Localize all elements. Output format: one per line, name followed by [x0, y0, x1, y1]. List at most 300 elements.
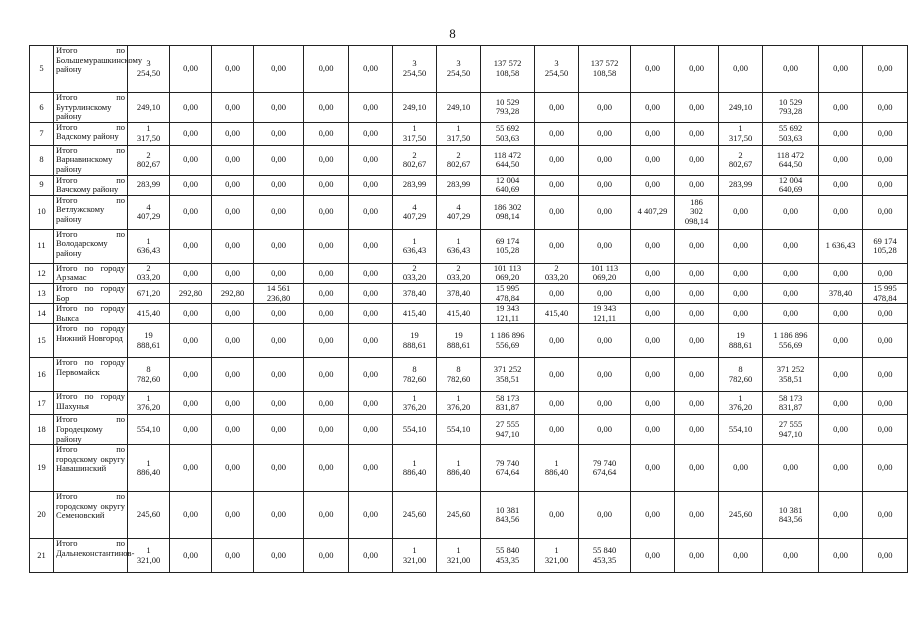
table-cell: 0,00	[631, 263, 675, 283]
table-cell: 0,00	[535, 358, 579, 392]
table-cell: 1 376,20	[393, 392, 437, 415]
table-cell: 0,00	[170, 145, 212, 175]
table-cell: 0,00	[212, 415, 254, 445]
table-cell: 101 113 069,20	[579, 263, 631, 283]
table-cell: 0,00	[863, 145, 908, 175]
table-cell: 1 186 896 556,69	[481, 324, 535, 358]
row-label: Итого по Володарскому району	[54, 229, 128, 263]
table-cell: 0,00	[535, 229, 579, 263]
table-cell: 0,00	[819, 492, 863, 539]
row-label: Итого по городу Арзамас	[54, 263, 128, 283]
row-number: 16	[30, 358, 54, 392]
table-cell: 1 886,40	[128, 445, 170, 492]
table-cell: 0,00	[535, 324, 579, 358]
table-cell: 1 317,50	[437, 122, 481, 145]
table-cell: 0,00	[579, 415, 631, 445]
table-cell: 0,00	[170, 195, 212, 229]
table-cell: 0,00	[170, 358, 212, 392]
row-number: 19	[30, 445, 54, 492]
table-cell: 0,00	[212, 122, 254, 145]
table-cell: 0,00	[631, 283, 675, 303]
table-cell: 0,00	[863, 415, 908, 445]
table-cell: 292,80	[170, 283, 212, 303]
table-cell: 2 033,20	[393, 263, 437, 283]
table-cell: 0,00	[675, 145, 719, 175]
row-label: Итого по городу Выкса	[54, 304, 128, 324]
table-cell: 0,00	[863, 358, 908, 392]
table-cell: 0,00	[304, 324, 349, 358]
row-label: Итого по Варнавинскому району	[54, 145, 128, 175]
table-cell: 249,10	[393, 93, 437, 123]
table-cell: 12 004 640,69	[481, 175, 535, 195]
table-cell: 19 343 121,11	[579, 304, 631, 324]
table-row	[30, 415, 908, 445]
table-cell: 1 376,20	[437, 392, 481, 415]
table-cell: 19 888,61	[128, 324, 170, 358]
table-cell: 0,00	[212, 229, 254, 263]
table-cell: 0,00	[819, 324, 863, 358]
table-row	[30, 46, 908, 93]
table-cell: 0,00	[675, 492, 719, 539]
table-cell: 0,00	[579, 229, 631, 263]
table-cell: 1 376,20	[719, 392, 763, 415]
table-cell: 101 113 069,20	[481, 263, 535, 283]
table-cell: 0,00	[304, 195, 349, 229]
table-cell: 118 472 644,50	[763, 145, 819, 175]
table-cell: 0,00	[631, 122, 675, 145]
table-cell: 1 886,40	[437, 445, 481, 492]
table-row	[30, 283, 908, 303]
table-cell: 245,60	[128, 492, 170, 539]
row-label: Итого по Ветлужскому району	[54, 195, 128, 229]
table-cell: 0,00	[535, 93, 579, 123]
table-cell: 0,00	[819, 195, 863, 229]
table-cell: 19 343 121,11	[481, 304, 535, 324]
table-cell: 0,00	[304, 229, 349, 263]
table-row	[30, 392, 908, 415]
table-cell: 0,00	[579, 283, 631, 303]
table-cell: 0,00	[631, 93, 675, 123]
table-cell: 0,00	[254, 539, 304, 573]
table-cell: 0,00	[579, 122, 631, 145]
row-number: 20	[30, 492, 54, 539]
table-cell: 0,00	[349, 122, 393, 145]
table-row	[30, 229, 908, 263]
table-cell: 245,60	[437, 492, 481, 539]
table-row	[30, 175, 908, 195]
table-cell: 0,00	[675, 46, 719, 93]
table-cell: 0,00	[863, 445, 908, 492]
table-cell: 0,00	[819, 175, 863, 195]
table-cell: 415,40	[393, 304, 437, 324]
table-cell: 0,00	[579, 93, 631, 123]
table-cell: 0,00	[535, 392, 579, 415]
table-cell: 0,00	[304, 145, 349, 175]
table-cell: 10 529 793,28	[481, 93, 535, 123]
table-cell: 0,00	[170, 445, 212, 492]
table-cell: 79 740 674,64	[579, 445, 631, 492]
table-cell: 0,00	[254, 263, 304, 283]
row-label: Итого по городу Нижний Новгород	[54, 324, 128, 358]
table-cell: 0,00	[254, 358, 304, 392]
row-label: Итого по Городецкому району	[54, 415, 128, 445]
table-cell: 8 782,60	[719, 358, 763, 392]
table-cell: 0,00	[535, 492, 579, 539]
table-cell: 0,00	[170, 392, 212, 415]
table-cell: 58 173 831,87	[481, 392, 535, 415]
table-cell: 2 802,67	[437, 145, 481, 175]
table-cell: 14 561 236,80	[254, 283, 304, 303]
table-cell: 0,00	[349, 46, 393, 93]
table-cell: 0,00	[304, 122, 349, 145]
table-cell: 0,00	[304, 358, 349, 392]
table-cell: 0,00	[212, 263, 254, 283]
table-cell: 0,00	[719, 283, 763, 303]
row-number: 5	[30, 46, 54, 93]
table-cell: 249,10	[437, 93, 481, 123]
table-cell: 19 888,61	[437, 324, 481, 358]
table-cell: 0,00	[170, 539, 212, 573]
table-cell: 0,00	[349, 263, 393, 283]
table-cell: 0,00	[349, 324, 393, 358]
table-cell: 0,00	[579, 392, 631, 415]
table-cell: 0,00	[719, 304, 763, 324]
table-cell: 0,00	[535, 283, 579, 303]
table-cell: 415,40	[437, 304, 481, 324]
table-cell: 1 317,50	[393, 122, 437, 145]
table-row	[30, 122, 908, 145]
table-cell: 0,00	[819, 415, 863, 445]
table-cell: 0,00	[579, 492, 631, 539]
table-cell: 4 407,29	[631, 195, 675, 229]
table-cell: 0,00	[819, 539, 863, 573]
table-cell: 0,00	[212, 392, 254, 415]
table-cell: 0,00	[719, 229, 763, 263]
table-cell: 0,00	[170, 122, 212, 145]
data-table	[29, 45, 908, 573]
table-cell: 15 995 478,84	[481, 283, 535, 303]
table-cell: 1 636,43	[393, 229, 437, 263]
row-label: Итого по Дальнеконстантинов-	[54, 539, 128, 573]
table-cell: 1 321,00	[128, 539, 170, 573]
table-cell: 10 381 843,56	[481, 492, 535, 539]
table-cell: 0,00	[631, 539, 675, 573]
table-cell: 0,00	[763, 283, 819, 303]
table-cell: 12 004 640,69	[763, 175, 819, 195]
table-cell: 1 317,50	[719, 122, 763, 145]
table-row	[30, 195, 908, 229]
row-label: Итого по Вачскому району	[54, 175, 128, 195]
row-number: 11	[30, 229, 54, 263]
table-cell: 8 782,60	[128, 358, 170, 392]
table-cell: 0,00	[631, 175, 675, 195]
table-cell: 0,00	[819, 304, 863, 324]
table-cell: 186 302 098,14	[481, 195, 535, 229]
table-row	[30, 539, 908, 573]
table-cell: 0,00	[863, 122, 908, 145]
table-row	[30, 145, 908, 175]
table-cell: 0,00	[349, 445, 393, 492]
table-cell: 0,00	[170, 46, 212, 93]
table-cell: 0,00	[349, 392, 393, 415]
table-cell: 0,00	[631, 145, 675, 175]
table-cell: 0,00	[349, 229, 393, 263]
table-cell: 19 888,61	[719, 324, 763, 358]
table-cell: 137 572 108,58	[579, 46, 631, 93]
table-cell: 1 321,00	[393, 539, 437, 573]
table-cell: 0,00	[349, 492, 393, 539]
table-cell: 245,60	[719, 492, 763, 539]
table-cell: 0,00	[254, 415, 304, 445]
table-cell: 554,10	[719, 415, 763, 445]
table-cell: 0,00	[719, 445, 763, 492]
table-cell: 0,00	[535, 195, 579, 229]
table-cell: 0,00	[819, 263, 863, 283]
table-cell: 0,00	[349, 283, 393, 303]
table-cell: 0,00	[212, 445, 254, 492]
table-cell: 0,00	[254, 492, 304, 539]
page-number: 8	[449, 26, 456, 41]
table-cell: 1 886,40	[393, 445, 437, 492]
table-cell: 0,00	[763, 229, 819, 263]
table-cell: 2 802,67	[719, 145, 763, 175]
table-cell: 0,00	[212, 145, 254, 175]
table-cell: 3 254,50	[437, 46, 481, 93]
table-cell: 0,00	[254, 93, 304, 123]
table-cell: 371 252 358,51	[763, 358, 819, 392]
table-cell: 0,00	[254, 304, 304, 324]
table-cell: 0,00	[579, 324, 631, 358]
table-cell: 0,00	[631, 392, 675, 415]
table-cell: 283,99	[393, 175, 437, 195]
table-cell: 0,00	[212, 492, 254, 539]
table-cell: 0,00	[863, 304, 908, 324]
table-cell: 0,00	[863, 93, 908, 123]
table-cell: 378,40	[393, 283, 437, 303]
table-cell: 79 740 674,64	[481, 445, 535, 492]
table-cell: 0,00	[719, 46, 763, 93]
table-row	[30, 93, 908, 123]
table-cell: 371 252 358,51	[481, 358, 535, 392]
table-cell: 0,00	[349, 195, 393, 229]
table-cell: 0,00	[304, 392, 349, 415]
row-label: Итого по городскому округу Навашинский	[54, 445, 128, 492]
table-cell: 0,00	[212, 304, 254, 324]
table-cell: 0,00	[349, 145, 393, 175]
table-cell: 0,00	[254, 392, 304, 415]
table-cell: 283,99	[719, 175, 763, 195]
table-cell: 0,00	[863, 324, 908, 358]
table-cell: 0,00	[349, 304, 393, 324]
row-number: 13	[30, 283, 54, 303]
table-cell: 0,00	[254, 145, 304, 175]
table-cell: 3 254,50	[128, 46, 170, 93]
table-cell: 0,00	[819, 93, 863, 123]
table-cell: 55 692 503,63	[763, 122, 819, 145]
table-cell: 0,00	[304, 492, 349, 539]
row-number: 12	[30, 263, 54, 283]
table-cell: 1 317,50	[128, 122, 170, 145]
table-cell: 10 529 793,28	[763, 93, 819, 123]
table-cell: 0,00	[675, 122, 719, 145]
table-cell: 69 174 105,28	[863, 229, 908, 263]
row-label: Итого по городскому округу Семеновский	[54, 492, 128, 539]
table-cell: 0,00	[631, 229, 675, 263]
table-cell: 0,00	[254, 122, 304, 145]
table-cell: 1 321,00	[437, 539, 481, 573]
table-cell: 0,00	[819, 122, 863, 145]
table-cell: 0,00	[254, 229, 304, 263]
table-cell: 0,00	[170, 93, 212, 123]
table-cell: 4 407,29	[437, 195, 481, 229]
table-cell: 0,00	[170, 263, 212, 283]
table-cell: 2 802,67	[128, 145, 170, 175]
table-cell: 0,00	[631, 445, 675, 492]
table-cell: 0,00	[675, 415, 719, 445]
table-cell: 554,10	[393, 415, 437, 445]
table-cell: 0,00	[535, 122, 579, 145]
table-cell: 415,40	[128, 304, 170, 324]
table-cell: 0,00	[349, 93, 393, 123]
table-cell: 55 692 503,63	[481, 122, 535, 145]
table-cell: 2 802,67	[393, 145, 437, 175]
table-cell: 0,00	[763, 195, 819, 229]
table-cell: 0,00	[254, 195, 304, 229]
row-number: 10	[30, 195, 54, 229]
row-label: Итого по Бутурлинскому району	[54, 93, 128, 123]
table-cell: 0,00	[675, 392, 719, 415]
table-cell: 0,00	[254, 46, 304, 93]
table-cell: 0,00	[675, 263, 719, 283]
table-cell: 10 381 843,56	[763, 492, 819, 539]
table-cell: 245,60	[393, 492, 437, 539]
table-cell: 0,00	[212, 46, 254, 93]
table-cell: 0,00	[863, 492, 908, 539]
table-cell: 0,00	[863, 539, 908, 573]
table-cell: 0,00	[304, 46, 349, 93]
table-cell: 0,00	[863, 392, 908, 415]
table-cell: 0,00	[631, 304, 675, 324]
table-cell: 3 254,50	[393, 46, 437, 93]
table-cell: 0,00	[719, 263, 763, 283]
table-cell: 0,00	[304, 93, 349, 123]
table-cell: 0,00	[631, 324, 675, 358]
table-cell: 118 472 644,50	[481, 145, 535, 175]
table-cell: 4 407,29	[128, 195, 170, 229]
table-cell: 0,00	[675, 324, 719, 358]
table-cell: 0,00	[170, 324, 212, 358]
table-cell: 0,00	[304, 415, 349, 445]
table-cell: 0,00	[254, 445, 304, 492]
table-cell: 0,00	[863, 46, 908, 93]
table-cell: 0,00	[763, 445, 819, 492]
table-cell: 0,00	[719, 195, 763, 229]
table-cell: 4 407,29	[393, 195, 437, 229]
table-cell: 0,00	[819, 46, 863, 93]
row-number: 14	[30, 304, 54, 324]
table-cell: 0,00	[819, 445, 863, 492]
table-cell: 0,00	[675, 229, 719, 263]
table-cell: 2 033,20	[535, 263, 579, 283]
table-cell: 186 302 098,14	[675, 195, 719, 229]
table-cell: 554,10	[128, 415, 170, 445]
table-cell: 1 186 896 556,69	[763, 324, 819, 358]
table-cell: 554,10	[437, 415, 481, 445]
row-label: Итого по городу Первомайск	[54, 358, 128, 392]
table-cell: 0,00	[763, 539, 819, 573]
table-cell: 0,00	[170, 175, 212, 195]
row-number: 18	[30, 415, 54, 445]
table-cell: 1 376,20	[128, 392, 170, 415]
row-number: 15	[30, 324, 54, 358]
table-cell: 8 782,60	[393, 358, 437, 392]
row-number: 7	[30, 122, 54, 145]
table-cell: 0,00	[579, 195, 631, 229]
table-cell: 55 840 453,35	[481, 539, 535, 573]
table-cell: 0,00	[535, 145, 579, 175]
table-cell: 378,40	[437, 283, 481, 303]
table-row	[30, 358, 908, 392]
table-cell: 15 995 478,84	[863, 283, 908, 303]
table-cell: 0,00	[349, 358, 393, 392]
table-cell: 0,00	[819, 392, 863, 415]
table-cell: 283,99	[437, 175, 481, 195]
table-cell: 0,00	[304, 539, 349, 573]
row-label: Итого по Большемурашкинскому району	[54, 46, 128, 93]
table-cell: 0,00	[675, 93, 719, 123]
table-cell: 55 840 453,35	[579, 539, 631, 573]
table-cell: 415,40	[535, 304, 579, 324]
table-cell: 0,00	[579, 175, 631, 195]
table-cell: 1 886,40	[535, 445, 579, 492]
row-label: Итого по городу Шахунья	[54, 392, 128, 415]
table-cell: 0,00	[819, 145, 863, 175]
table-cell: 2 033,20	[437, 263, 481, 283]
table-cell: 27 555 947,10	[481, 415, 535, 445]
table-cell: 0,00	[675, 304, 719, 324]
table-cell: 0,00	[349, 175, 393, 195]
table-cell: 0,00	[304, 175, 349, 195]
table-cell: 0,00	[631, 492, 675, 539]
table-cell: 3 254,50	[535, 46, 579, 93]
table-cell: 249,10	[128, 93, 170, 123]
table-cell: 249,10	[719, 93, 763, 123]
table-cell: 0,00	[304, 283, 349, 303]
table-cell: 0,00	[349, 539, 393, 573]
table-row	[30, 304, 908, 324]
table-cell: 292,80	[212, 283, 254, 303]
table-cell: 0,00	[863, 263, 908, 283]
table-cell: 671,20	[128, 283, 170, 303]
table-cell: 1 636,43	[128, 229, 170, 263]
table-cell: 0,00	[675, 175, 719, 195]
table-cell: 0,00	[675, 539, 719, 573]
table-cell: 1 636,43	[819, 229, 863, 263]
table-cell: 0,00	[212, 93, 254, 123]
table-cell: 378,40	[819, 283, 863, 303]
table-cell: 0,00	[212, 539, 254, 573]
table-row	[30, 445, 908, 492]
table-cell: 1 636,43	[437, 229, 481, 263]
table-cell: 0,00	[254, 324, 304, 358]
table-cell: 283,99	[128, 175, 170, 195]
table-cell: 0,00	[631, 46, 675, 93]
table-cell: 58 173 831,87	[763, 392, 819, 415]
table-cell: 0,00	[675, 358, 719, 392]
table-cell: 0,00	[170, 304, 212, 324]
table-cell: 0,00	[631, 358, 675, 392]
table-cell: 0,00	[631, 415, 675, 445]
